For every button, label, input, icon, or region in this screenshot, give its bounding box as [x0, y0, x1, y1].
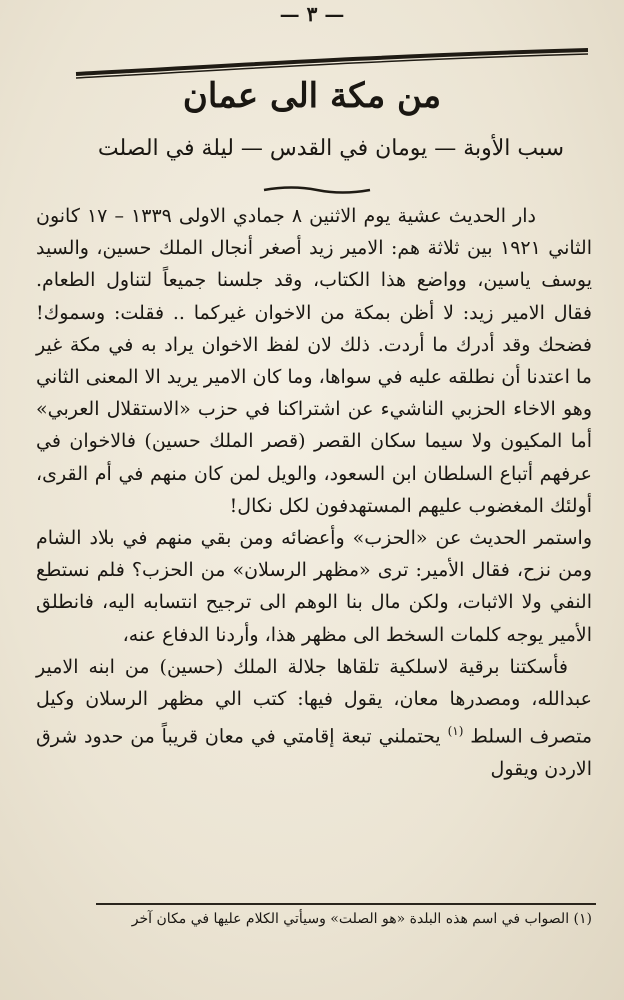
- footnote-rule: [96, 903, 596, 905]
- paragraph-1: دار الحديث عشية يوم الاثنين ٨ جمادي الاولى ١٣٣٩ – ١٧ كانون الثاني ١٩٢١ بين ثلاثة هم: الامير زيد أصغر أنجال الملك حسين، والسيد يوسف ياسين، وواضع هذا الكتاب، وقد جلسنا جميعاً لتناول الطعام. فقال الامير زيد: لا أظن بمكة من الاخوان غيركما .. فقلت: وسموك! فضحك وقد أدرك ما أردت. ذلك لان لفظ الاخوان يراد به في مكة غير ما اعتدنا أن نطلقه عليه في سواها، وما كان الامير يريد الا المعنى الثاني وهو الاخاء الحزبي الناشيء عن اشتراكنا في حزب «الاستقلال العربي» أما المكيون ولا سيما سكان القصر (قصر الملك حسين) فالاخوان في عرفهم أتباع السلطان ابن السعود، والويل لمن كان منهم في أم القرى، أولئك المغضوب عليهم المستهدفون لكل نكال!: [36, 205, 592, 517]
- paragraph-3-end: يحتملني تبعة إقامتي في معان قريباً من حدود شرق الاردن ويقول: [36, 725, 592, 780]
- footnote-text: الصواب في اسم هذه البلدة «هو الصلت» وسيأتي الكلام عليها في مكان آخر: [131, 911, 570, 927]
- paragraph-3: [36, 651, 592, 785]
- footnote: [96, 908, 592, 930]
- footnote-marker: (١): [573, 911, 592, 927]
- paragraph-3-start: فأسكتنا برقية لاسلكية تلقاها جلالة الملك (حسين) من ابنه الامير عبدالله، ومصدرها معان، يقول فيها: كتب الي مظهر الرسلان وكيل متصرف السلط: [36, 655, 593, 748]
- body-text: [36, 200, 592, 785]
- page-number: — ٣ —: [279, 2, 345, 26]
- chapter-subtitle: سبب الأوبة — يومان في القدس — ليلة في الصلت: [97, 136, 565, 161]
- paragraph-2: واستمر الحديث عن «الحزب» وأعضائه ومن بقي منهم في بلاد الشام ومن نزح، فقال الأمير: ترى «مظهر الرسلان» من الحزب؟ فلم نستطع النفي ولا الاثبات، ولكن مال بنا الوهم الى ترجيح انتسابه اليه، فانطلق الأمير يوجه كلمات السخط الى مظهر هذا، وأردنا الدفاع عنه،: [36, 527, 592, 646]
- chapter-title: من مكة الى عمان: [182, 76, 442, 116]
- ornament-divider: [262, 184, 372, 196]
- footnote-reference: (١): [447, 724, 464, 739]
